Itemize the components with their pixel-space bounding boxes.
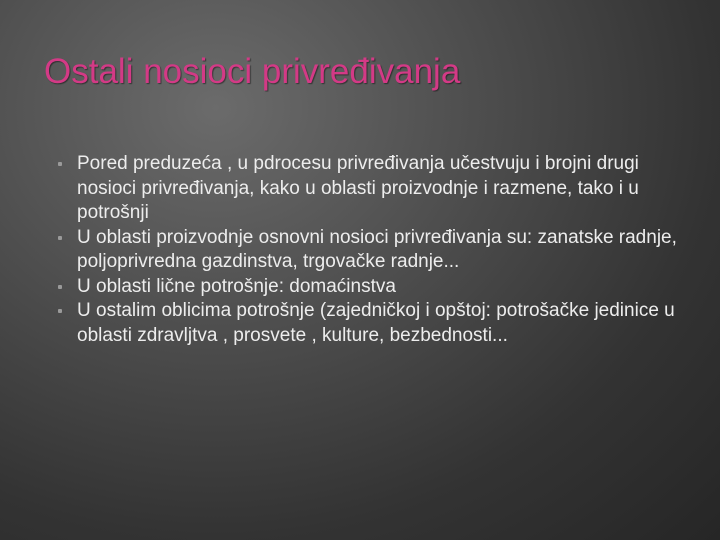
bullet-item bbox=[58, 152, 698, 226]
bullet-marker-icon bbox=[58, 285, 62, 289]
bullet-item bbox=[58, 299, 698, 348]
bullet-list bbox=[58, 152, 698, 348]
bullet-text: Pored preduzeća , u pdrocesu privređivanja učestvuju i brojni drugi nosioci privređivanja, kako u oblasti proizvodnje i razmene, tako i u potrošnji bbox=[77, 153, 639, 223]
bullet-marker-icon bbox=[58, 162, 62, 166]
bullet-item bbox=[58, 226, 698, 275]
bullet-text: U ostalim oblicima potrošnje (zajedničkoj i opštoj: potrošačke jedinice u oblasti zdravljtva , prosvete , kulture, bezbednosti... bbox=[77, 300, 675, 346]
bullet-text: U oblasti lične potrošnje: domaćinstva bbox=[77, 275, 396, 297]
slide-title: Ostali nosioci privređivanja bbox=[44, 52, 461, 91]
bullet-marker-icon bbox=[58, 309, 62, 313]
bullet-text: U oblasti proizvodnje osnovni nosioci privređivanja su: zanatske radnje, poljoprivredna gazdinstva, trgovačke radnje... bbox=[77, 226, 677, 272]
bullet-item bbox=[58, 275, 698, 300]
bullet-marker-icon bbox=[58, 236, 62, 240]
